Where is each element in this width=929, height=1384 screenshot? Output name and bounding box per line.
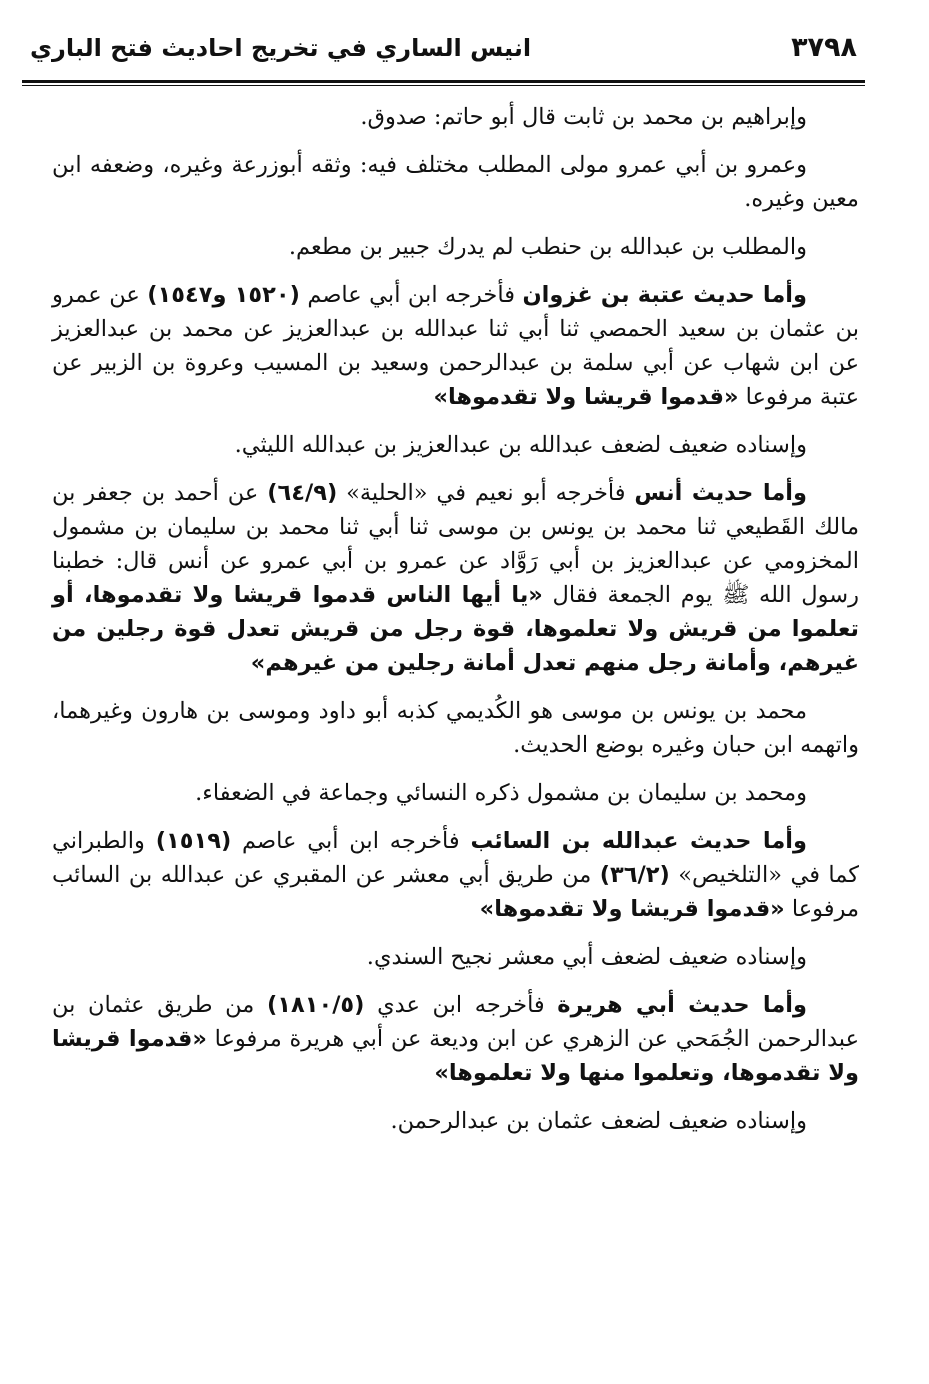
- text-span: فأخرجه ابن أبي عاصم: [299, 282, 523, 308]
- hadith-heading: وأما حديث أنس: [634, 480, 807, 506]
- running-title: انيس الساري في تخريج احاديث فتح الباري: [30, 34, 532, 62]
- reference-number: (١٥١٩): [155, 828, 232, 854]
- text-span: والطبراني كما في «التلخيص»: [52, 828, 859, 888]
- page-number: ٣٧٩٨: [791, 32, 857, 63]
- text-span: عن أحمد بن جعفر بن مالك القَطيعي ثنا محمد بن يونس بن موسى ثنا أبي ثنا محمد بن سليمان بن مشمول المخزومي عن عبدالعزيز بن أبي رَوَّاد عن عمرو بن أبي عمرو عن أنس قال: خطبنا رسول الله ﷺ يوم الجمعة فقال: [52, 480, 860, 608]
- header-rule-thick: [22, 80, 865, 83]
- paragraph-10: وإسناده ضعيف لضعف أبي معشر نجيح السندي.: [366, 944, 807, 970]
- hadith-heading: وأما حديث عتبة بن غزوان: [522, 282, 807, 308]
- reference-number: (١٨١٠/٥): [266, 992, 365, 1018]
- hadith-quote: «قدموا قريشا ولا تقدموها»: [433, 384, 739, 410]
- paragraph-8: ومحمد بن سليمان بن مشمول ذكره النسائي وجماعة في الضعفاء.: [195, 780, 807, 806]
- paragraph-3: والمطلب بن عبدالله بن حنطب لم يدرك جبير بن مطعم.: [288, 234, 807, 260]
- text-span: فأخرجه أبو نعيم في «الحلية»: [337, 480, 635, 506]
- page-body: [52, 100, 859, 1138]
- paragraph-2: وعمرو بن أبي عمرو مولى المطلب مختلف فيه: وثقه أبوزرعة وغيره، وضعفه ابن معين وغيره.: [52, 152, 859, 212]
- hadith-heading: وأما حديث أبي هريرة: [557, 992, 807, 1018]
- paragraph-6: [52, 476, 859, 680]
- paragraph-7: محمد بن يونس بن موسى هو الكُديمي كذبه أبو داود وموسى بن هارون وغيرهما، واتهمه ابن حبان وغيره بوضع الحديث.: [52, 698, 859, 758]
- text-span: من طريق أبي معشر عن المقبري عن عبدالله بن السائب مرفوعا: [52, 862, 859, 922]
- paragraph-1: وإبراهيم بن محمد بن ثابت قال أبو حاتم: صدوق.: [360, 104, 807, 130]
- text-span: فأخرجه ابن عدي: [364, 992, 558, 1018]
- reference-number: (٣٦/٢): [599, 862, 670, 888]
- hadith-quote: «يا أيها الناس قدموا قريشا ولا تقدموها، أو تعلموا من قريش ولا تعلموها، قوة رجل من قريش تعدل قوة رجلين من غيرهم، وأمانة رجل منهم تعدل أمانة رجلين من غيرهم»: [52, 582, 859, 676]
- text-span: من طريق عثمان بن عبدالرحمن الجُمَحي عن الزهري عن ابن وديعة عن أبي هريرة مرفوعا: [52, 992, 859, 1052]
- reference-number: (٦٤/٩): [267, 480, 338, 506]
- hadith-heading: وأما حديث عبدالله بن السائب: [470, 828, 807, 854]
- paragraph-11: [52, 988, 859, 1090]
- text-span: فأخرجه ابن أبي عاصم: [231, 828, 471, 854]
- text-span: عن عمرو بن عثمان بن سعيد الحمصي ثنا أبي ثنا عبدالله بن عبدالعزيز عن محمد بن عبدالعزيز عن ابن شهاب عن أبي سلمة بن عبدالرحمن وسعيد بن المسيب وعروة بن الزبير عن عتبة مرفوعا: [52, 282, 859, 410]
- paragraph-12: وإسناده ضعيف لضعف عثمان بن عبدالرحمن.: [390, 1108, 807, 1134]
- hadith-quote: «قدموا قريشا ولا تقدموها»: [479, 896, 785, 922]
- header-rule-thin: [22, 85, 865, 86]
- page-header: [22, 30, 865, 76]
- reference-number: (١٥٢٠ و١٥٤٧): [147, 282, 300, 308]
- hadith-quote: «قدموا قريشا ولا تقدموها، وتعلموا منها ولا تعلموها»: [52, 1026, 859, 1086]
- paragraph-4: [52, 278, 859, 414]
- paragraph-5: وإسناده ضعيف لضعف عبدالله بن عبدالعزيز بن عبدالله الليثي.: [234, 432, 807, 458]
- paragraph-9: [52, 824, 859, 926]
